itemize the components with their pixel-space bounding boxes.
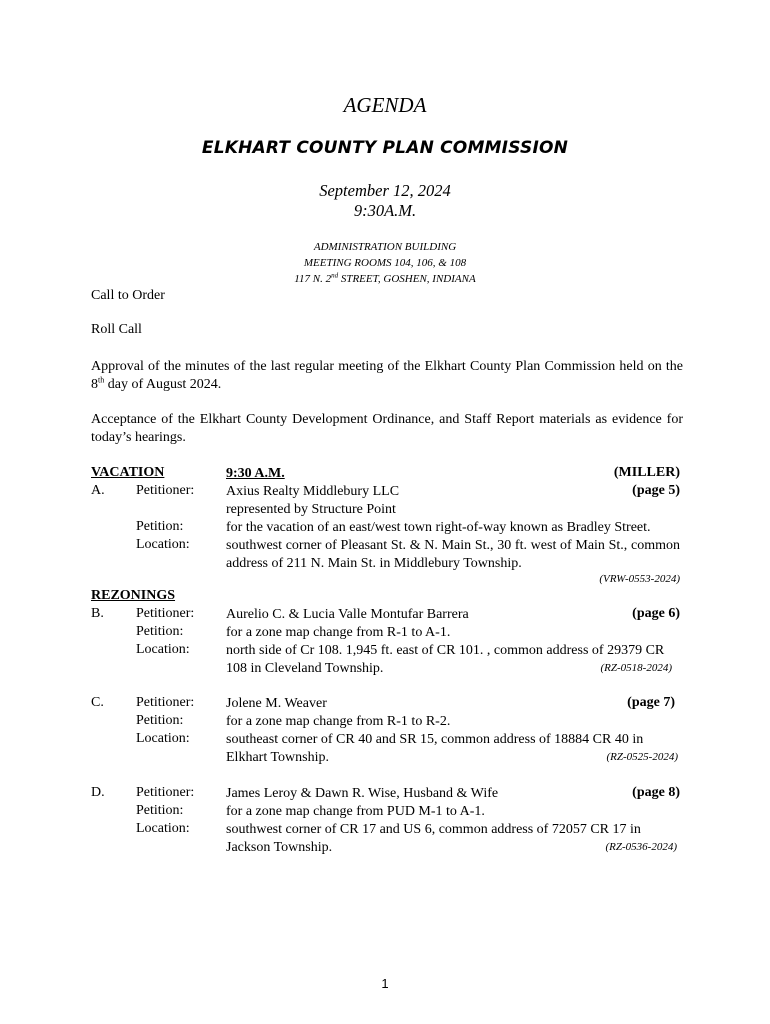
item-letter-a: A. [91, 483, 105, 498]
meeting-time: 9:30A.M. [353, 201, 417, 220]
petitioner-name: Axius Realty Middlebury LLC [226, 484, 400, 499]
vacation-heading: VACATION [91, 465, 165, 480]
petitioner-label: Petitioner: [136, 606, 195, 621]
location-label: Location: [136, 537, 190, 552]
location-label: Location: [136, 821, 190, 836]
location-label: Location: [136, 642, 190, 657]
location-text: southwest corner of CR 17 and US 6, common address of 72057 CR 17 in [226, 822, 641, 837]
vacation-staff: (MILLER) [613, 465, 680, 480]
location-text-line2: Elkhart Township. [226, 750, 329, 765]
address-line-3: 117 N. 2nd STREET, GOSHEN, INDIANA [294, 271, 476, 285]
item-letter-c: C. [91, 695, 104, 710]
location-text: southeast corner of CR 40 and SR 15, common address of 18884 CR 40 in [226, 732, 644, 747]
petitioner-name: James Leroy & Dawn R. Wise, Husband & Wife [226, 786, 499, 801]
petitioner-name: Jolene M. Weaver [226, 696, 327, 711]
commission-name: ELKHART COUNTY PLAN COMMISSION [201, 138, 569, 158]
petitioner-label: Petitioner: [136, 695, 195, 710]
meeting-date: September 12, 2024 [319, 181, 451, 200]
petition-text: for a zone map change from R-1 to A-1. [226, 625, 451, 640]
petitioner-label: Petitioner: [136, 483, 195, 498]
vacation-time: 9:30 A.M. [226, 466, 285, 481]
address-line-2: MEETING ROOMS 104, 106, & 108 [303, 257, 467, 269]
petition-label: Petition: [136, 624, 184, 639]
petition-label: Petition: [136, 713, 184, 728]
petitioner-label: Petitioner: [136, 785, 195, 800]
location-text-line2: Jackson Township. [226, 840, 333, 855]
meeting-address [0, 239, 770, 287]
location-label: Location: [136, 731, 190, 746]
location-text: north side of Cr 108. 1,945 ft. east of CR 101. , common address of 29379 CR [226, 643, 665, 658]
page-number: 1 [381, 976, 389, 991]
page-ref: (page 6) [632, 606, 680, 621]
case-number: (RZ-0518-2024) [600, 662, 672, 674]
item-letter-d: D. [91, 785, 105, 800]
item-letter-b: B. [91, 606, 104, 621]
acceptance-statement: Acceptance of the Elkhart County Development Ordinance, and Staff Report materials as evidence for today’s hearings. [91, 412, 683, 445]
petition-label: Petition: [136, 519, 184, 534]
agenda-title: AGENDA [343, 93, 427, 117]
roll-call: Roll Call [91, 322, 142, 337]
petition-text: for the vacation of an east/west town right-of-way known as Bradley Street. [226, 520, 651, 535]
petitioner-represented: represented by Structure Point [226, 502, 396, 517]
case-number: (RZ-0536-2024) [605, 841, 677, 853]
case-number: (RZ-0525-2024) [606, 751, 678, 763]
page-ref: (page 7) [627, 695, 675, 710]
meeting-datetime [0, 181, 770, 221]
petitioner-name: Aurelio C. & Lucia Valle Montufar Barrera [226, 607, 469, 622]
address-line-1: ADMINISTRATION BUILDING [313, 241, 457, 253]
location-text-line2: 108 in Cleveland Township. [226, 661, 384, 676]
page-ref: (page 5) [632, 483, 680, 498]
rezonings-heading: REZONINGS [91, 588, 176, 603]
location-text: southwest corner of Pleasant St. & N. Main St., 30 ft. west of Main St., common address of 211 N. Main St. in Middlebury Township. [226, 538, 680, 571]
approval-minutes: Approval of the minutes of the last regular meeting of the Elkhart County Plan Commission held on the 8th day of August 2024. [91, 359, 683, 392]
case-number: (VRW-0553-2024) [599, 573, 680, 585]
petition-label: Petition: [136, 803, 184, 818]
page-ref: (page 8) [632, 785, 680, 800]
petition-text: for a zone map change from PUD M-1 to A-1. [226, 804, 485, 819]
call-to-order: Call to Order [91, 288, 165, 303]
petition-text: for a zone map change from R-1 to R-2. [226, 714, 451, 729]
